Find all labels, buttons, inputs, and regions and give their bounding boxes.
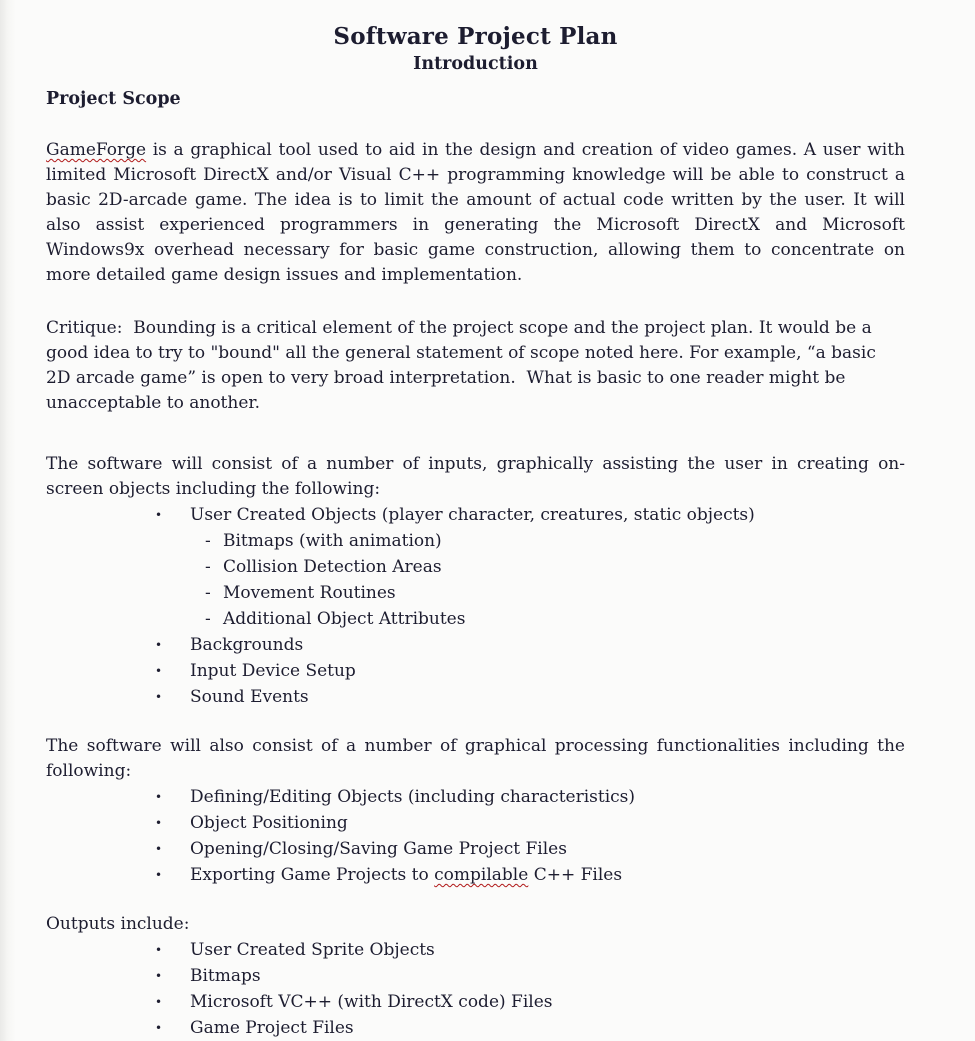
- inputs-list: [46, 502, 905, 710]
- list-item-text: Sound Events: [190, 687, 309, 707]
- dash-bullet-icon: -: [205, 609, 211, 629]
- list-item: [46, 658, 905, 684]
- list-item: [46, 606, 905, 632]
- list-item: [46, 836, 905, 862]
- bullet-icon: •: [155, 868, 163, 882]
- paragraph-outputs-intro: Outputs include:: [46, 914, 190, 934]
- list-item: [46, 989, 905, 1015]
- dash-bullet-icon: -: [205, 531, 211, 551]
- list-item-text: Opening/Closing/Saving Game Project Files: [190, 839, 567, 859]
- paragraph-project-scope-text: is a graphical tool used to aid in the design and creation of video games. A user with limited Microsoft DirectX and/or Visual C++ programming knowledge will be able to construct a basic 2D-arcade game. The idea is to limit the amount of actual code written by the user. It will also assist experienced programmers in generating the Microsoft DirectX and Microsoft Windows9x overhead necessary for basic game construction, allowing them to concentrate on more detailed game design issues and implementation.: [46, 140, 905, 285]
- list-item-text-suffix: C++ Files: [528, 865, 623, 885]
- list-item-text: Additional Object Attributes: [223, 609, 466, 629]
- paragraph-processing-intro: The software will also consist of a number of graphical processing functionalities including the following:: [46, 736, 905, 781]
- misspelled-word-compilable: compilable: [434, 865, 529, 885]
- document-subtitle: Introduction: [413, 54, 538, 74]
- list-item-text: Collision Detection Areas: [223, 557, 442, 577]
- bullet-icon: •: [155, 790, 163, 804]
- section-heading-project-scope: Project Scope: [46, 89, 181, 109]
- list-item-text: Movement Routines: [223, 583, 396, 603]
- list-item-text-prefix: Exporting Game Projects to: [190, 865, 435, 885]
- list-item-text: User Created Sprite Objects: [190, 940, 435, 960]
- list-item: [46, 502, 905, 528]
- bullet-icon: •: [155, 816, 163, 830]
- bullet-icon: •: [155, 969, 163, 983]
- list-item: [46, 963, 905, 989]
- list-item: [46, 862, 905, 888]
- list-item-text: Bitmaps: [190, 966, 261, 986]
- list-item: [46, 554, 905, 580]
- list-item-text: Bitmaps (with animation): [223, 531, 442, 551]
- list-item: [46, 632, 905, 658]
- paragraph-critique: Critique: Bounding is a critical element of the project scope and the project plan. It would be a good idea to try to "bound" all the general statement of scope noted here. For example, “a basic 2D arcade game” is open to very broad interpretation. What is basic to one reader might be unacceptable to another.: [46, 318, 882, 413]
- bullet-icon: •: [155, 1021, 163, 1035]
- misspelled-word-gameforge: GameForge: [46, 140, 147, 160]
- list-item-text: Input Device Setup: [190, 661, 356, 681]
- list-item-text: Backgrounds: [190, 635, 304, 655]
- list-item: [46, 580, 905, 606]
- list-item-text: Microsoft VC++ (with DirectX code) Files: [190, 992, 553, 1012]
- list-item: [46, 937, 905, 963]
- list-item: [46, 684, 905, 710]
- list-item-text: Game Project Files: [190, 1018, 354, 1038]
- outputs-list: [46, 937, 905, 1041]
- list-item-text: User Created Objects (player character, creatures, static objects): [190, 505, 755, 525]
- bullet-icon: •: [155, 943, 163, 957]
- dash-bullet-icon: -: [205, 583, 211, 603]
- bullet-icon: •: [155, 690, 163, 704]
- bullet-icon: •: [155, 508, 163, 522]
- paragraph-project-scope: [46, 138, 905, 288]
- bullet-icon: •: [155, 842, 163, 856]
- processing-list: [46, 784, 905, 888]
- list-item: [46, 810, 905, 836]
- dash-bullet-icon: -: [205, 557, 211, 577]
- bullet-icon: •: [155, 995, 163, 1009]
- list-item-text: Object Positioning: [190, 813, 348, 833]
- list-item: [46, 528, 905, 554]
- list-item: [46, 784, 905, 810]
- list-item-clipped: [46, 1015, 905, 1041]
- document-title: Software Project Plan: [333, 23, 618, 50]
- bullet-icon: •: [155, 664, 163, 678]
- bullet-icon: •: [155, 638, 163, 652]
- paragraph-inputs-intro: The software will consist of a number of inputs, graphically assisting the user in creating on-screen objects including the following:: [46, 454, 905, 499]
- list-item-text: Defining/Editing Objects (including characteristics): [190, 787, 636, 807]
